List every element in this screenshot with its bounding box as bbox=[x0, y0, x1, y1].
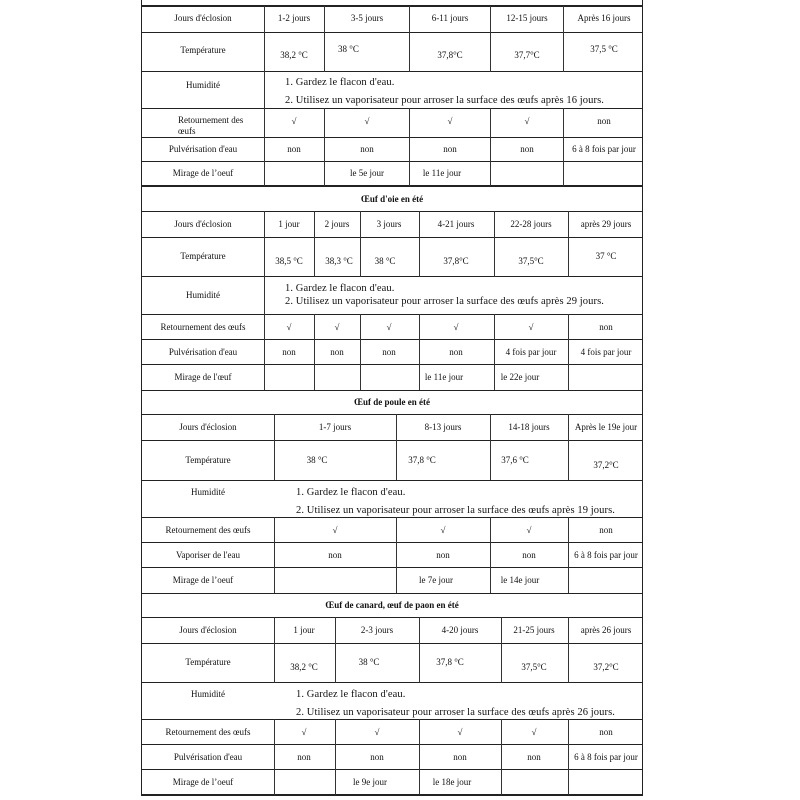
section-title: Œuf de poule en été bbox=[354, 397, 430, 407]
row-divider bbox=[142, 211, 642, 212]
header-cell: 1 jour bbox=[293, 625, 315, 635]
header-cell: 2-3 jours bbox=[360, 625, 394, 635]
row-label: Mirage de l’oeuf bbox=[172, 777, 234, 787]
turning-check: √ bbox=[364, 116, 370, 126]
row-divider bbox=[142, 137, 642, 138]
header-cell: 14-18 jours bbox=[508, 422, 550, 432]
turning-check: √ bbox=[334, 322, 340, 332]
row-label: Retournement des œufs bbox=[165, 525, 251, 535]
turning-value: non bbox=[599, 727, 613, 737]
turning-value: non bbox=[597, 116, 611, 126]
header-cell: Après 16 jours bbox=[577, 13, 631, 23]
temperature-value: 38 °C bbox=[306, 455, 328, 465]
column-divider bbox=[501, 617, 502, 683]
column-divider bbox=[419, 617, 420, 683]
row-divider bbox=[142, 414, 642, 415]
header-cell: 3 jours bbox=[376, 219, 402, 229]
row-divider bbox=[142, 237, 642, 238]
row-divider bbox=[142, 108, 642, 109]
turning-check: √ bbox=[531, 727, 537, 737]
turning-check: √ bbox=[301, 727, 307, 737]
row-divider bbox=[142, 542, 642, 543]
column-divider bbox=[494, 211, 495, 277]
temperature-value: 37,8 °C bbox=[436, 657, 464, 667]
column-divider bbox=[568, 314, 569, 390]
row-label: Mirage de l'œuf bbox=[174, 372, 232, 382]
column-divider bbox=[274, 414, 275, 480]
spraying-value: non bbox=[328, 550, 342, 560]
column-divider bbox=[501, 719, 502, 795]
column-divider bbox=[264, 6, 265, 186]
column-divider bbox=[419, 719, 420, 795]
column-divider bbox=[419, 314, 420, 390]
candling-value: le 11e jour bbox=[424, 372, 464, 382]
spraying-value: non bbox=[443, 144, 457, 154]
header-cell: Jours d'éclosion bbox=[179, 625, 237, 635]
table-border bbox=[142, 185, 642, 187]
humidity-note: 2. Utilisez un vaporisateur pour arroser la surface des œufs après 16 jours. bbox=[285, 95, 605, 106]
row-divider bbox=[142, 314, 642, 315]
row-divider bbox=[142, 643, 642, 644]
row-divider bbox=[142, 744, 642, 745]
spraying-value: 6 à 8 fois par jour bbox=[574, 550, 638, 560]
header-cell: après 29 jours bbox=[580, 219, 632, 229]
column-divider bbox=[396, 517, 397, 593]
temperature-value: 38,3 °C bbox=[325, 256, 353, 266]
header-cell: Après le 19e jour bbox=[574, 422, 638, 432]
column-divider bbox=[314, 314, 315, 390]
column-divider bbox=[360, 314, 361, 390]
column-divider bbox=[409, 108, 410, 186]
column-divider bbox=[419, 211, 420, 277]
turning-check: √ bbox=[386, 322, 392, 332]
turning-check: √ bbox=[528, 322, 534, 332]
humidity-note: 1. Gardez le flacon d'eau. bbox=[296, 689, 406, 700]
spraying-value: non bbox=[282, 347, 296, 357]
header-cell: 1-7 jours bbox=[318, 422, 352, 432]
column-divider bbox=[335, 617, 336, 683]
row-label: Humidité bbox=[186, 290, 220, 300]
header-cell: 8-13 jours bbox=[424, 422, 462, 432]
column-divider bbox=[568, 414, 569, 480]
row-divider bbox=[142, 719, 642, 720]
spraying-value: non bbox=[520, 144, 534, 154]
temperature-value: 38,5 °C bbox=[275, 256, 303, 266]
turning-value: non bbox=[599, 525, 613, 535]
row-label bbox=[178, 115, 243, 137]
spraying-value: non bbox=[436, 550, 450, 560]
column-divider bbox=[563, 108, 564, 186]
column-divider bbox=[568, 617, 569, 683]
row-divider bbox=[142, 593, 642, 594]
temperature-value: 38 °C bbox=[358, 657, 380, 667]
candling-value: le 22e jour bbox=[500, 372, 540, 382]
column-divider bbox=[396, 414, 397, 480]
header-cell: 6-11 jours bbox=[431, 13, 469, 23]
header-cell: 12-15 jours bbox=[506, 13, 548, 23]
incubation-document bbox=[141, 0, 643, 796]
temperature-value: 37,5°C bbox=[521, 662, 547, 672]
humidity-note: 1. Gardez le flacon d'eau. bbox=[285, 77, 395, 88]
column-divider bbox=[324, 108, 325, 186]
row-label: Humidité bbox=[191, 487, 225, 497]
row-divider bbox=[142, 161, 642, 162]
header-cell: 2 jours bbox=[324, 219, 350, 229]
header-cell: 4-20 jours bbox=[441, 625, 479, 635]
row-divider bbox=[142, 769, 642, 770]
row-divider bbox=[142, 276, 642, 277]
row-label: Retournement des œufs bbox=[165, 727, 251, 737]
spraying-value: 6 à 8 fois par jour bbox=[572, 144, 636, 154]
candling-value: le 14e jour bbox=[500, 575, 540, 585]
temperature-value: 37,7°C bbox=[514, 50, 540, 60]
row-label: Humidité bbox=[186, 80, 220, 90]
header-cell: 1-2 jours bbox=[277, 13, 311, 23]
row-label: Vaporiser de l'eau bbox=[175, 550, 241, 560]
column-divider bbox=[409, 6, 410, 72]
column-divider bbox=[274, 617, 275, 683]
humidity-note: 2. Utilisez un vaporisateur pour arroser la surface des œufs après 19 jours. bbox=[296, 505, 616, 516]
temperature-value: 37,5 °C bbox=[590, 44, 618, 54]
column-divider bbox=[490, 6, 491, 72]
temperature-value: 37,5°C bbox=[518, 256, 544, 266]
column-divider bbox=[335, 719, 336, 795]
column-divider bbox=[274, 517, 275, 593]
spraying-value: non bbox=[382, 347, 396, 357]
humidity-note: 1. Gardez le flacon d'eau. bbox=[296, 487, 406, 498]
column-divider bbox=[568, 517, 569, 593]
spraying-value: non bbox=[360, 144, 374, 154]
temperature-value: 37,8°C bbox=[437, 50, 463, 60]
row-label: Pulvérisation d'eau bbox=[173, 752, 243, 762]
temperature-value: 37,2°C bbox=[593, 662, 619, 672]
header-cell: 1 jour bbox=[278, 219, 300, 229]
row-label-line: œufs bbox=[178, 126, 196, 136]
temperature-value: 38,2 °C bbox=[280, 50, 308, 60]
column-divider bbox=[490, 517, 491, 593]
candling-value: le 9e jour bbox=[353, 777, 387, 787]
turning-value: non bbox=[599, 322, 613, 332]
row-label: Mirage de l’oeuf bbox=[172, 575, 234, 585]
row-divider bbox=[142, 480, 642, 481]
row-label: Mirage de l’oeuf bbox=[172, 168, 234, 178]
spraying-value: non bbox=[287, 144, 301, 154]
spraying-value: non bbox=[453, 752, 467, 762]
header-cell: 4-21 jours bbox=[437, 219, 475, 229]
turning-check: √ bbox=[291, 116, 297, 126]
row-label: Humidité bbox=[191, 689, 225, 699]
header-cell: 22-28 jours bbox=[510, 219, 552, 229]
row-divider bbox=[142, 682, 642, 683]
turning-check: √ bbox=[374, 727, 380, 737]
spraying-value: non bbox=[330, 347, 344, 357]
row-label: Température bbox=[180, 45, 226, 55]
header-cell: après 26 jours bbox=[580, 625, 632, 635]
temperature-value: 37,8 °C bbox=[408, 455, 436, 465]
humidity-note: 2. Utilisez un vaporisateur pour arroser la surface des œufs après 29 jours. bbox=[285, 296, 605, 307]
row-label: Pulvérisation d'eau bbox=[168, 347, 238, 357]
column-divider bbox=[568, 719, 569, 795]
row-label: Température bbox=[180, 251, 226, 261]
row-label-line: Retournement des bbox=[178, 115, 244, 125]
turning-check: √ bbox=[453, 322, 459, 332]
header-cell: Jours d'éclosion bbox=[179, 422, 237, 432]
turning-check: √ bbox=[447, 116, 453, 126]
column-divider bbox=[490, 108, 491, 186]
spraying-value: non bbox=[370, 752, 384, 762]
temperature-value: 37,6 °C bbox=[501, 455, 529, 465]
turning-check: √ bbox=[457, 727, 463, 737]
temperature-value: 37,8°C bbox=[443, 256, 469, 266]
row-divider bbox=[142, 440, 642, 441]
row-divider bbox=[142, 339, 642, 340]
row-divider bbox=[142, 32, 642, 33]
spraying-value: non bbox=[297, 752, 311, 762]
column-divider bbox=[568, 211, 569, 277]
header-cell: Jours d'éclosion bbox=[174, 13, 232, 23]
turning-check: √ bbox=[524, 116, 530, 126]
column-divider bbox=[490, 414, 491, 480]
spraying-value: non bbox=[449, 347, 463, 357]
candling-value: le 5e jour bbox=[350, 168, 384, 178]
header-cell: 3-5 jours bbox=[350, 13, 384, 23]
column-divider bbox=[360, 211, 361, 277]
row-label: Pulvérisation d'eau bbox=[168, 144, 238, 154]
temperature-value: 38 °C bbox=[338, 44, 359, 54]
header-cell: Jours d'éclosion bbox=[174, 219, 232, 229]
turning-check: √ bbox=[332, 525, 338, 535]
row-divider bbox=[142, 390, 642, 391]
table-border bbox=[142, 794, 642, 796]
column-divider bbox=[314, 211, 315, 277]
temperature-value: 38,2 °C bbox=[290, 662, 318, 672]
table-border bbox=[142, 5, 642, 7]
spraying-value: non bbox=[527, 752, 541, 762]
column-divider bbox=[494, 314, 495, 390]
humidity-note: 2. Utilisez un vaporisateur pour arroser la surface des œufs après 26 jours. bbox=[296, 707, 616, 718]
turning-check: √ bbox=[286, 322, 292, 332]
row-label: Température bbox=[185, 455, 231, 465]
spraying-value: non bbox=[522, 550, 536, 560]
spraying-value: 4 fois par jour bbox=[580, 347, 632, 357]
temperature-value: 37 °C bbox=[595, 251, 617, 261]
temperature-value: 37,2°C bbox=[593, 460, 619, 470]
row-divider bbox=[142, 364, 642, 365]
candling-value: le 7e jour bbox=[419, 575, 453, 585]
row-divider bbox=[142, 567, 642, 568]
column-divider bbox=[563, 6, 564, 72]
spraying-value: 6 à 8 fois par jour bbox=[574, 752, 638, 762]
row-label: Température bbox=[185, 657, 231, 667]
column-divider bbox=[274, 719, 275, 795]
candling-value: le 11e jour bbox=[422, 168, 462, 178]
turning-check: √ bbox=[526, 525, 532, 535]
section-title: Œuf de canard, œuf de paon en été bbox=[325, 600, 459, 610]
column-divider bbox=[264, 211, 265, 390]
spraying-value: 4 fois par jour bbox=[505, 347, 557, 357]
temperature-value: 38 °C bbox=[374, 256, 396, 266]
header-cell: 21-25 jours bbox=[513, 625, 555, 635]
section-title: Œuf d'oie en été bbox=[360, 194, 424, 204]
row-divider bbox=[142, 517, 642, 518]
candling-value: le 18e jour bbox=[432, 777, 472, 787]
row-label: Retournement des œufs bbox=[160, 322, 246, 332]
column-divider bbox=[324, 6, 325, 72]
row-divider bbox=[142, 71, 642, 72]
humidity-note: 1. Gardez le flacon d'eau. bbox=[285, 283, 395, 294]
row-divider bbox=[142, 617, 642, 618]
turning-check: √ bbox=[440, 525, 446, 535]
